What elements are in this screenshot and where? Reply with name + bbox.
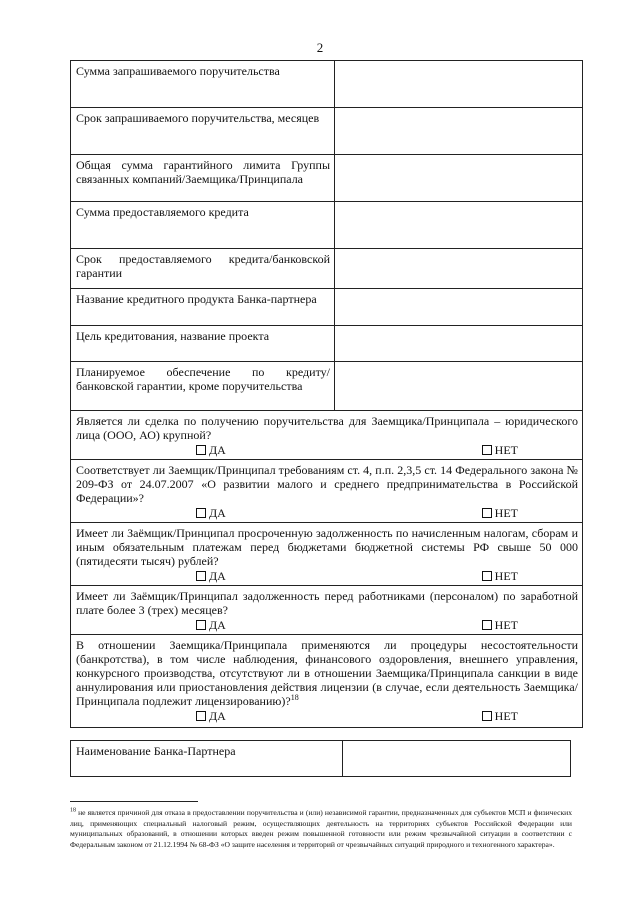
question-row	[71, 411, 583, 460]
checkbox-icon[interactable]	[482, 508, 492, 518]
question-cell	[71, 635, 583, 728]
row-value-field[interactable]	[335, 289, 583, 326]
row-label: Сумма предоставляемого кредита	[71, 202, 335, 249]
question-text: Является ли сделка по получению поручительства для Заемщика/Принципала – юридического лица (ООО, АО) крупной?	[76, 414, 578, 442]
question-row	[71, 523, 583, 586]
checkbox-icon[interactable]	[482, 445, 492, 455]
row-label: Сумма запрашиваемого поручительства	[71, 61, 335, 108]
question-text-body: В отношении Заемщика/Принципала применяются ли процедуры несостоятельности (банкротства), в том числе наблюдения, финансового оздоровления, внешнего управления, конкурсного производства, отсутствуют ли в отношении Заемщика/Принципала санкции в виде аннулирования или приостановления действия лицензии (в случае, если деятельность Заемщика/Принципала подлежит лицензированию)?	[76, 638, 578, 708]
option-no-label: НЕТ	[494, 618, 518, 632]
option-yes-label: ДА	[209, 618, 226, 632]
row-value-field[interactable]	[335, 249, 583, 289]
option-yes[interactable]	[196, 618, 226, 632]
footnote-divider	[70, 801, 198, 802]
question-row	[71, 586, 583, 635]
table-row	[71, 289, 583, 326]
application-form-table	[70, 60, 583, 728]
table-row	[71, 61, 583, 108]
footnote-mark: 18	[70, 807, 76, 814]
answer-options	[76, 569, 578, 583]
table-row	[71, 362, 583, 411]
table-row	[71, 155, 583, 202]
table-row	[71, 741, 571, 777]
question-cell	[71, 523, 583, 586]
checkbox-icon[interactable]	[196, 711, 206, 721]
option-no[interactable]	[482, 709, 518, 723]
checkbox-icon[interactable]	[196, 571, 206, 581]
checkbox-icon[interactable]	[482, 711, 492, 721]
question-cell	[71, 460, 583, 523]
row-value-field[interactable]	[335, 202, 583, 249]
answer-options	[76, 709, 578, 723]
row-label: Название кредитного продукта Банка-партнера	[71, 289, 335, 326]
answer-options	[76, 618, 578, 632]
table-row	[71, 202, 583, 249]
question-row	[71, 460, 583, 523]
row-label: Планируемое обеспечение по кредиту/банковской гарантии, кроме поручительства	[71, 362, 335, 411]
option-yes-label: ДА	[209, 443, 226, 457]
option-no[interactable]	[482, 443, 518, 457]
option-yes[interactable]	[196, 506, 226, 520]
footnote-reference: 18	[290, 693, 299, 702]
option-no[interactable]	[482, 506, 518, 520]
question-text: Имеет ли Заёмщик/Принципал просроченную задолженность по начисленным налогам, сборам и иным обязательным платежам перед бюджетами бюджетной системы РФ свыше 50 000 (пятидесяти тысяч) рублей?	[76, 526, 578, 568]
option-yes-label: ДА	[209, 709, 226, 723]
checkbox-icon[interactable]	[482, 571, 492, 581]
answer-options	[76, 506, 578, 520]
row-value-field[interactable]	[335, 326, 583, 362]
option-yes-label: ДА	[209, 569, 226, 583]
option-no-label: НЕТ	[494, 569, 518, 583]
bank-partner-label: Наименование Банка-Партнера	[71, 741, 343, 777]
footnote	[70, 808, 572, 850]
table-row	[71, 326, 583, 362]
row-label: Срок запрашиваемого поручительства, месяцев	[71, 108, 335, 155]
footnote-text: не является причиной для отказа в предоставлении поручительства и (или) независимой гарантии, предназначенных для субъектов МСП и физических лиц, применяющих специальный налоговый режим, осуществляющих деятельность на территориях субъектов Российской Федерации или муниципальных образований, в отношении которых введен режим повышенной готовности или режим чрезвычайной ситуации в соответствии с Федеральным законом от 21.12.1994 № 68-ФЗ «О защите населения и территорий от чрезвычайных ситуаций природного и техногенного характера».	[70, 808, 572, 849]
row-label: Цель кредитования, название проекта	[71, 326, 335, 362]
table-row	[71, 249, 583, 289]
checkbox-icon[interactable]	[196, 445, 206, 455]
checkbox-icon[interactable]	[196, 620, 206, 630]
question-cell	[71, 586, 583, 635]
table-row	[71, 108, 583, 155]
option-no[interactable]	[482, 569, 518, 583]
answer-options	[76, 443, 578, 457]
checkbox-icon[interactable]	[196, 508, 206, 518]
bank-partner-field[interactable]	[343, 741, 571, 777]
option-yes[interactable]	[196, 709, 226, 723]
bank-partner-table	[70, 740, 571, 777]
option-yes[interactable]	[196, 569, 226, 583]
option-no-label: НЕТ	[494, 709, 518, 723]
row-value-field[interactable]	[335, 108, 583, 155]
option-yes-label: ДА	[209, 506, 226, 520]
option-no-label: НЕТ	[494, 506, 518, 520]
row-label: Общая сумма гарантийного лимита Группы связанных компаний/Заемщика/Принципала	[71, 155, 335, 202]
row-value-field[interactable]	[335, 155, 583, 202]
page-number: 2	[316, 40, 324, 55]
question-text	[76, 638, 578, 708]
question-text: Соответствует ли Заемщик/Принципал требованиям ст. 4, п.п. 2,3,5 ст. 14 Федерального закона № 209-ФЗ от 24.07.2007 «О развитии малого и среднего предпринимательства в Российской Федерации»?	[76, 463, 578, 505]
option-no[interactable]	[482, 618, 518, 632]
checkbox-icon[interactable]	[482, 620, 492, 630]
row-value-field[interactable]	[335, 362, 583, 411]
row-value-field[interactable]	[335, 61, 583, 108]
option-yes[interactable]	[196, 443, 226, 457]
question-cell	[71, 411, 583, 460]
option-no-label: НЕТ	[494, 443, 518, 457]
question-row	[71, 635, 583, 728]
question-text: Имеет ли Заёмщик/Принципал задолженность перед работниками (персоналом) по заработной плате более 3 (трех) месяцев?	[76, 589, 578, 617]
row-label: Срок предоставляемого кредита/банковской гарантии	[71, 249, 335, 289]
